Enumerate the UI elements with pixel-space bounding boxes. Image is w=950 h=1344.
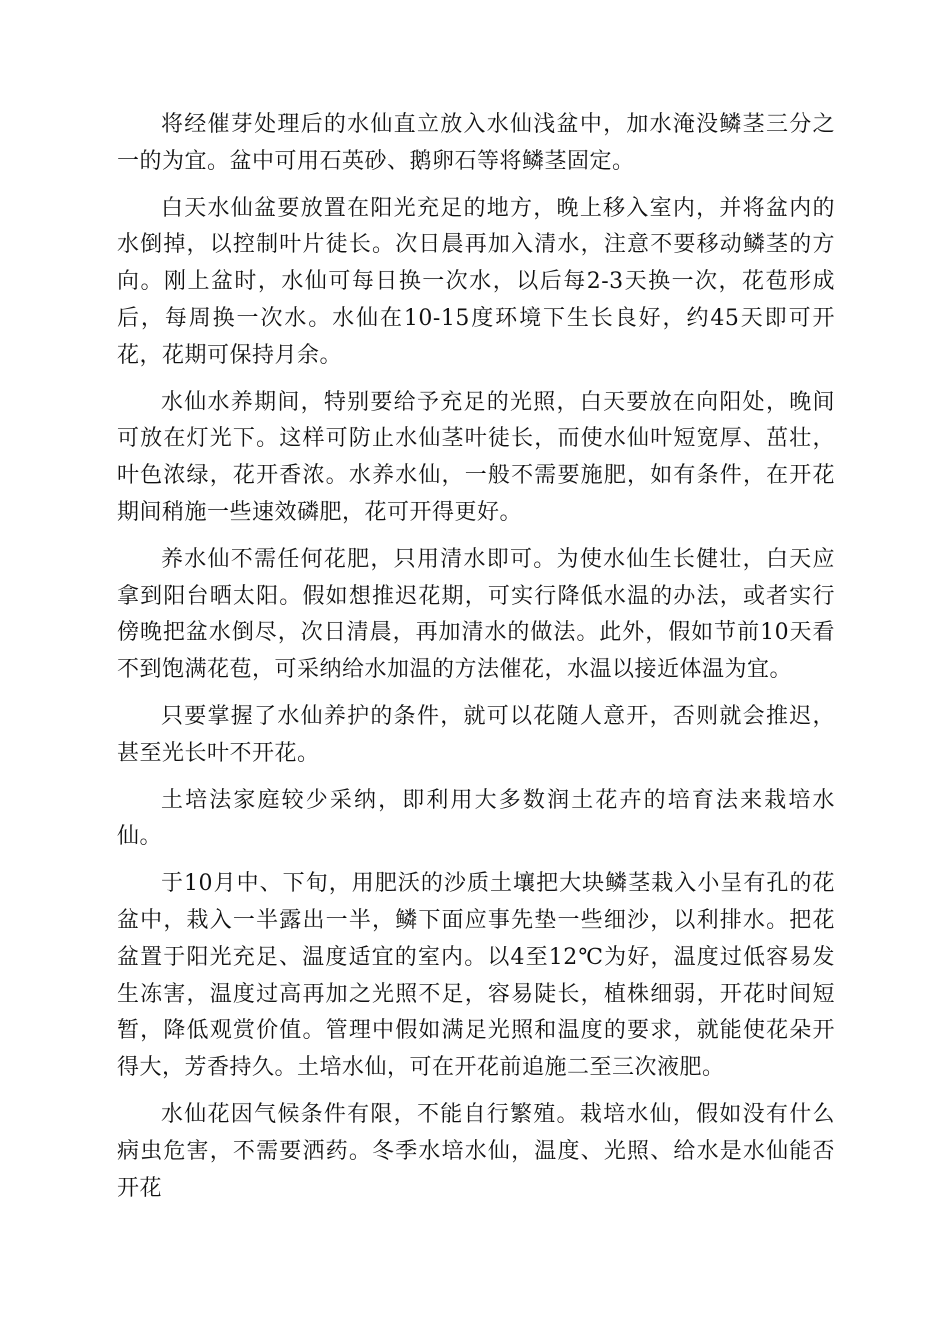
- paragraph: 白天水仙盆要放置在阳光充足的地方，晚上移入室内，并将盆内的水倒掉，以控制叶片徒长。次日晨再加入清水，注意不要移动鳞茎的方向。刚上盆时，水仙可每日换一次水，以后每2-3天换一次，花苞形成后，每周换一次水。水仙在10-15度环境下生长良好，约45天即可开花，花期可保持月余。: [117, 195, 835, 368]
- paragraph: 土培法家庭较少采纳，即利用大多数润土花卉的培育法来栽培水仙。: [117, 787, 835, 850]
- paragraph: 水仙花因气候条件有限，不能自行繁殖。栽培水仙，假如没有什么病虫危害，不需要洒药。冬季水培水仙，温度、光照、给水是水仙能否开花: [117, 1101, 835, 1201]
- document-body: [117, 107, 835, 1217]
- paragraph: 将经催芽处理后的水仙直立放入水仙浅盆中，加水淹没鳞茎三分之一的为宜。盆中可用石英砂、鹅卵石等将鳞茎固定。: [117, 112, 835, 174]
- paragraph: 水仙水养期间，特别要给予充足的光照，白天要放在向阳处，晚间可放在灯光下。这样可防止水仙茎叶徒长，而使水仙叶短宽厚、茁壮，叶色浓绿，花开香浓。水养水仙，一般不需要施肥，如有条件，在开花期间稍施一些速效磷肥，花可开得更好。: [117, 389, 835, 525]
- paragraph: 于10月中、下旬，用肥沃的沙质土壤把大块鳞茎栽入小呈有孔的花盆中，栽入一半露出一半，鳞下面应事先垫一些细沙，以利排水。把花盆置于阳光充足、温度适宜的室内。以4至12℃为好，温度过低容易发生冻害，温度过高再加之光照不足，容易陡长，植株细弱，开花时间短暂，降低观赏价值。管理中假如满足光照和温度的要求，就能使花朵开得大，芳香持久。土培水仙，可在开花前追施二至三次液肥。: [117, 871, 835, 1081]
- paragraph: 养水仙不需任何花肥，只用清水即可。为使水仙生长健壮，白天应拿到阳台晒太阳。假如想推迟花期，可实行降低水温的办法，或者实行傍晚把盆水倒尽，次日清晨，再加清水的做法。此外，假如节前10天看不到饱满花苞，可采纳给水加温的方法催花，水温以接近体温为宜。: [117, 546, 835, 683]
- paragraph: 只要掌握了水仙养护的条件，就可以花随人意开，否则就会推迟，甚至光长叶不开花。: [117, 703, 835, 766]
